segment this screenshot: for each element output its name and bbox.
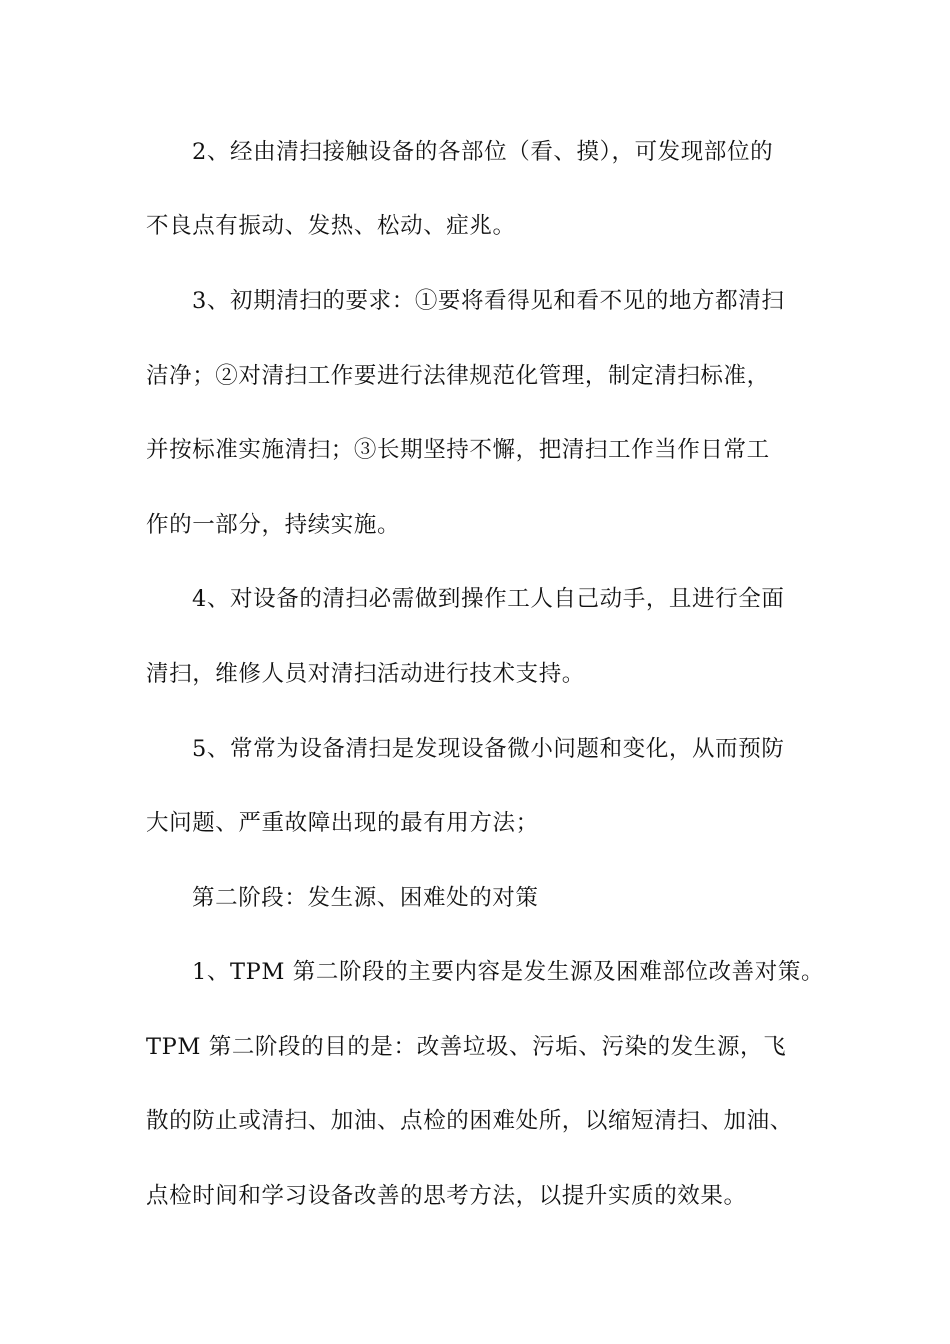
section-heading-stage-2: 第二阶段：发生源、困难处的对策 bbox=[192, 885, 539, 911]
paragraph-2-line-2: 不良点有振动、发热、松动、症兆。 bbox=[146, 213, 516, 239]
paragraph-3-line-3: 并按标准实施清扫；③长期坚持不懈，把清扫工作当作日常工 bbox=[146, 437, 770, 463]
paragraph-4-line-2: 清扫，维修人员对清扫活动进行技术支持。 bbox=[146, 661, 585, 687]
paragraph-stage2-1-line-3: 散的防止或清扫、加油、点检的困难处所，以缩短清扫、加油、 bbox=[146, 1108, 793, 1134]
paragraph-2-line-1: 2、经由清扫接触设备的各部位（看、摸），可发现部位的 bbox=[192, 139, 774, 165]
paragraph-stage2-1-line-2: TPM 第二阶段的目的是：改善垃圾、污垢、污染的发生源，飞 bbox=[146, 1034, 787, 1060]
paragraph-3-line-4: 作的一部分，持续实施。 bbox=[146, 512, 401, 538]
paragraph-stage2-1-line-1: 1、TPM 第二阶段的主要内容是发生源及困难部位改善对策。 bbox=[192, 959, 825, 985]
paragraph-5-line-1: 5、常常为设备清扫是发现设备微小问题和变化，从而预防 bbox=[192, 736, 785, 762]
paragraph-5-line-2: 大问题、严重故障出现的最有用方法； bbox=[146, 810, 539, 836]
paragraph-stage2-1-line-4: 点检时间和学习设备改善的思考方法，以提升实质的效果。 bbox=[146, 1183, 747, 1209]
paragraph-4-line-1: 4、对设备的清扫必需做到操作工人自己动手，且进行全面 bbox=[192, 586, 785, 612]
paragraph-3-line-2: 洁净；②对清扫工作要进行法律规范化管理，制定清扫标准， bbox=[146, 363, 770, 389]
paragraph-3-line-1: 3、初期清扫的要求：①要将看得见和看不见的地方都清扫 bbox=[192, 288, 785, 314]
